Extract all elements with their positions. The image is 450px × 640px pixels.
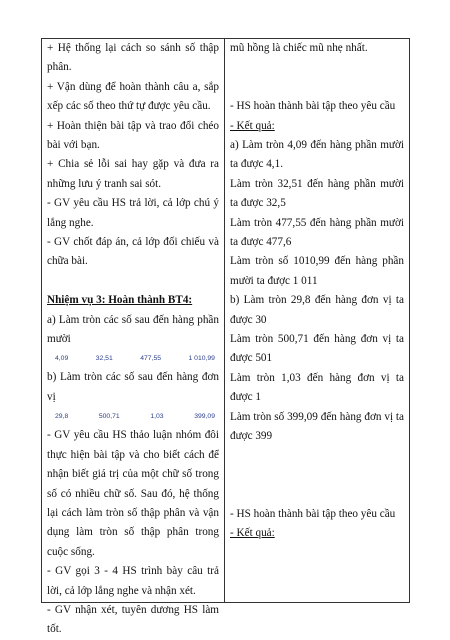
number-a-2: 32,51	[95, 355, 113, 363]
number-b-3: 1,03	[150, 413, 164, 421]
gv-ask-answer: - GV yêu cầu HS trả lời, cả lớp chú ý lắng nghe.	[47, 197, 219, 229]
result-a-1: a) Làm tròn 4,09 đến hàng phần mười ta được 4,1.	[230, 139, 404, 171]
answer-previous: mũ hồng là chiếc mũ nhẹ nhất.	[230, 42, 368, 54]
number-b-4: 399,09	[194, 413, 215, 421]
result-b-4: Làm tròn số 399,09 đến hàng đơn vị ta được 399	[230, 410, 404, 443]
step-apply-order: + Vận dùng để hoàn thành câu a, sắp xếp các số theo thứ tự được yêu cầu.	[47, 80, 219, 113]
result-b-1: b) Làm tròn 29,8 đến hàng đơn vị ta được 30	[230, 294, 404, 326]
gv-conclude: - GV chốt đáp án, cả lớp đối chiếu và chữa bài.	[47, 236, 219, 268]
number-a-3: 477,55	[140, 355, 162, 363]
step-share-mistakes: + Chia sẻ lỗi sai hay gặp và đưa ra những lưu ý tranh sai sót.	[47, 158, 219, 190]
result-a-2: Làm tròn 32,51 đến hàng phần mười ta được 32,5	[230, 177, 404, 210]
result-label: - Kết quả:	[230, 119, 275, 132]
spacer	[230, 58, 404, 77]
numbers-row-a	[47, 349, 219, 368]
task-a-instruction: a) Làm tròn các số sau đến hàng phần mười	[47, 313, 219, 346]
numbers-row-b	[47, 407, 219, 426]
number-b-1: 29,8	[55, 413, 69, 421]
lesson-table	[41, 38, 410, 636]
spacer	[47, 272, 219, 291]
result-label-2: - Kết quả:	[230, 527, 275, 540]
spacer	[230, 485, 404, 504]
result-a-3: Làm tròn 477,55 đến hàng phần mười ta được 477,6	[230, 216, 404, 249]
task-3-title: Nhiệm vụ 3: Hoàn thành BT4:	[47, 294, 193, 307]
hs-complete-task-2: - HS hoàn thành bài tập theo yêu cầu	[230, 507, 396, 520]
task-b-instruction: b) Làm tròn các số sau đến hàng đơn vị	[47, 371, 219, 403]
spacer	[230, 78, 404, 97]
result-b-2: Làm tròn 500,71 đến hàng đơn vị ta được 501	[230, 333, 404, 365]
result-a-4: Làm tròn số 1010,99 đến hàng phần mười ta được 1 011	[230, 255, 404, 287]
spacer	[230, 466, 404, 485]
gv-group-discussion: - GV yêu cầu HS thảo luận nhóm đôi thực hiện bài tập và cho biết cách để nhận biết giá trị của một chữ số trong số có nhiều chữ số. Sau đó, hệ thống lại cách làm tròn số thập phân và vận dụng làm tròn số thập phân trong cuộc sống.	[47, 429, 219, 558]
step-exchange: + Hoàn thiện bài tập và trao đổi chéo bài với bạn.	[47, 119, 219, 152]
teacher-activity-column	[42, 39, 225, 636]
hs-complete-task: - HS hoàn thành bài tập theo yêu cầu	[230, 100, 396, 113]
number-b-2: 500,71	[98, 413, 120, 421]
number-a-1: 4,09	[55, 355, 69, 363]
number-a-4: 1 010,99	[188, 355, 215, 363]
gv-call-students: - GV gọi 3 - 4 HS trình bày câu trả lời, cả lớp lắng nghe và nhận xét.	[47, 565, 219, 597]
gv-praise: - GV nhận xét, tuyên dương HS làm tốt.	[47, 603, 219, 636]
result-b-3: Làm tròn 1,03 đến hàng đơn vị ta được 1	[230, 371, 404, 404]
student-activity-column	[225, 39, 409, 602]
spacer	[230, 447, 404, 466]
step-compare-decimals: + Hệ thống lại cách so sánh số thập phân.	[47, 42, 219, 74]
